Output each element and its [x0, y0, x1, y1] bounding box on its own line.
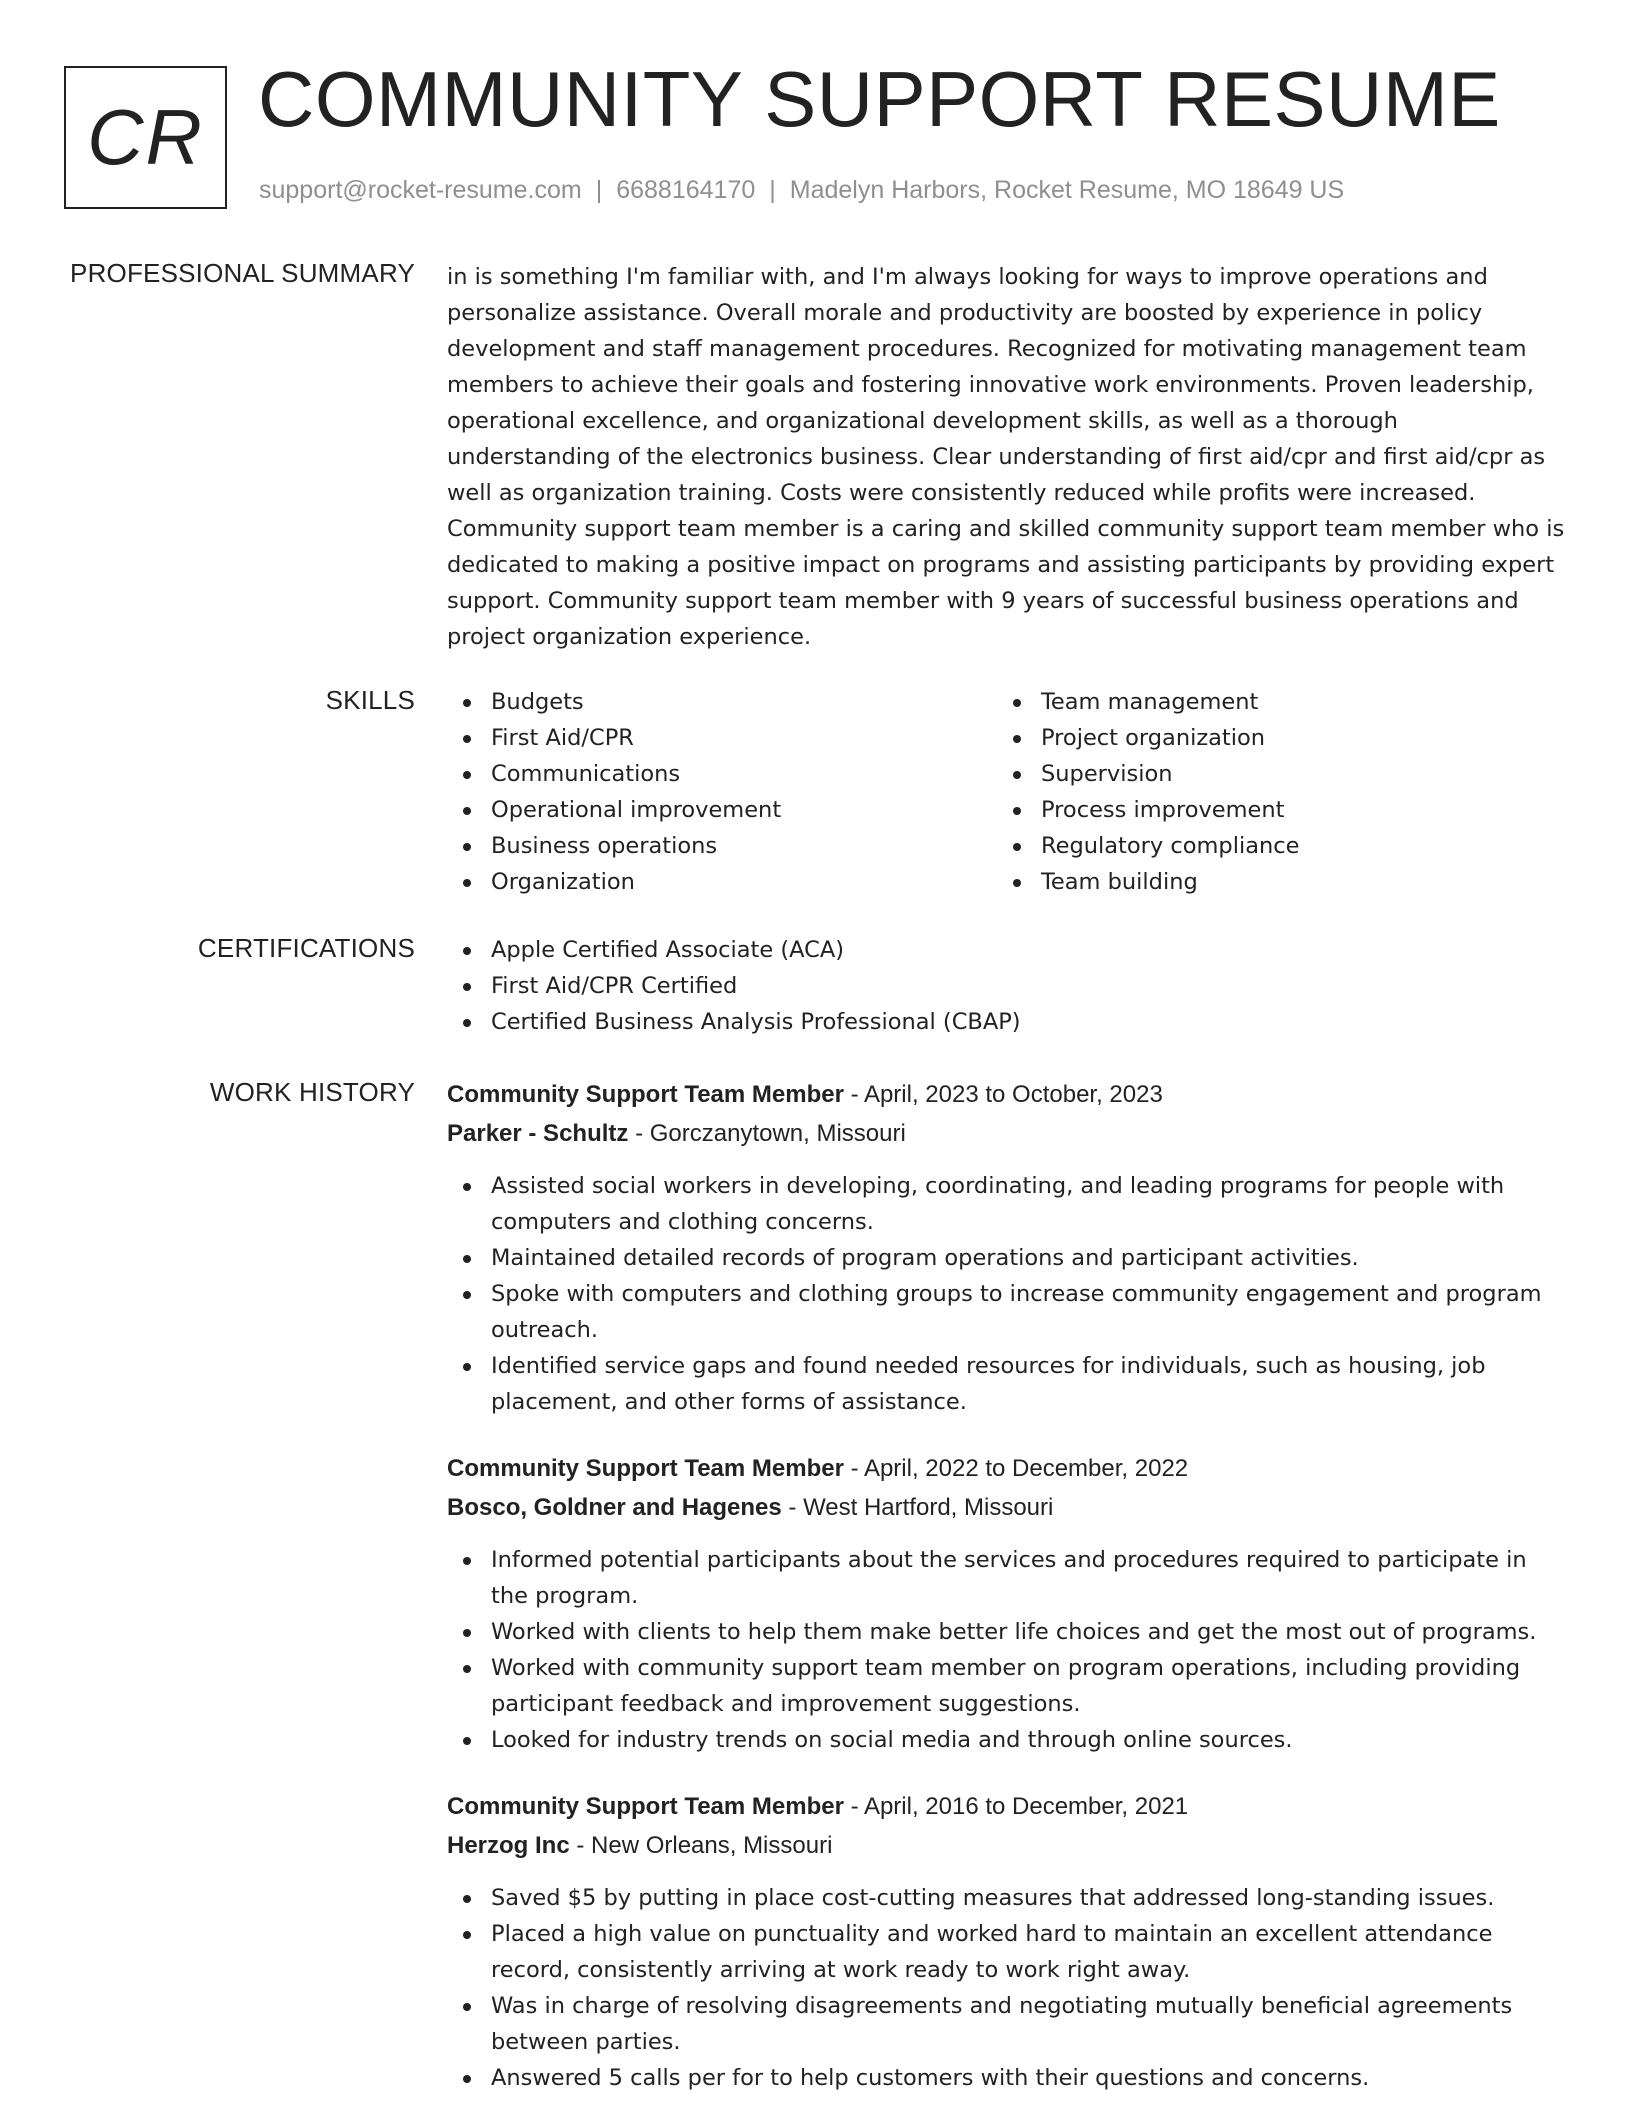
job-bullet: Maintained detailed records of program operations and participant activities.: [447, 1240, 1567, 1276]
skill-item: Communications: [447, 756, 997, 792]
certifications-list: [447, 932, 1567, 1040]
job-bullet: Saved $5 by putting in place cost-cutting measures that addressed long-standing issues.: [447, 1880, 1567, 1916]
job-company: Parker - Schultz: [447, 1120, 629, 1147]
job-title-line: [447, 1788, 1567, 1826]
contact-phone[interactable]: 6688164170: [616, 176, 756, 204]
job-bullet: Spoke with computers and clothing groups to increase community engagement and program outreach.: [447, 1276, 1567, 1348]
job-title: Community Support Team Member: [447, 1455, 844, 1482]
job-location: - West Hartford, Missouri: [781, 1494, 1054, 1521]
job-title-line: [447, 1076, 1567, 1114]
job-entry: [447, 1450, 1567, 1758]
job-bullet: Worked with clients to help them make better life choices and get the most out of programs.: [447, 1614, 1567, 1650]
contact-address: Madelyn Harbors, Rocket Resume, MO 18649 US: [789, 176, 1345, 204]
certification-item: Certified Business Analysis Professional (CBAP): [447, 1004, 1567, 1040]
job-entry: [447, 1076, 1567, 1420]
certifications-label: CERTIFICATIONS: [197, 933, 415, 963]
job-bullets: [447, 1542, 1567, 1758]
job-bullets: [447, 1168, 1567, 1420]
job-company-line: [447, 1114, 1567, 1154]
skills-list-left: [447, 684, 997, 900]
job-company: Bosco, Goldner and Hagenes: [447, 1494, 782, 1521]
job-bullet: Placed a high value on punctuality and worked hard to maintain an excellent attendance record, consistently arriving at work ready to work right away.: [447, 1916, 1567, 1988]
job-title: Community Support Team Member: [447, 1081, 844, 1108]
job-bullet: Assisted social workers in developing, coordinating, and leading programs for people with computers and clothing concerns.: [447, 1168, 1567, 1240]
skill-item: Business operations: [447, 828, 997, 864]
job-company-line: [447, 1488, 1567, 1528]
skill-item: Regulatory compliance: [997, 828, 1547, 864]
skills-list-right: [997, 684, 1547, 900]
job-bullet: Identified service gaps and found needed resources for individuals, such as housing, job placement, and other forms of assistance.: [447, 1348, 1567, 1420]
job-company: Herzog Inc: [447, 1832, 570, 1859]
job-location: - New Orleans, Missouri: [569, 1832, 833, 1859]
job-dates: - April, 2023 to October, 2023: [843, 1081, 1163, 1108]
job-bullet: Answered 5 calls per for to help customers with their questions and concerns.: [447, 2060, 1567, 2096]
job-bullet: Looked for industry trends on social media and through online sources.: [447, 1722, 1567, 1758]
job-location: - Gorczanytown, Missouri: [628, 1120, 906, 1147]
work-history-label: WORK HISTORY: [209, 1077, 415, 1107]
job-dates: - April, 2022 to December, 2022: [843, 1455, 1189, 1482]
skill-item: Operational improvement: [447, 792, 997, 828]
job-company-line: [447, 1826, 1567, 1866]
job-dates: - April, 2016 to December, 2021: [843, 1793, 1189, 1820]
job-bullet: Worked with community support team member on program operations, including providing participant feedback and improvement suggestions.: [447, 1650, 1567, 1722]
job-entry: [447, 1788, 1567, 2096]
summary-text: in is something I'm familiar with, and I'm always looking for ways to improve operations and personalize assistance. Overall morale and productivity are boosted by experience in policy development and staff management procedures. Recognized for motivating management team members to achieve their goals and fostering innovative work environments. Proven leadership, operational excellence, and organizational development skills, as well as a thorough understanding of the electronics business. Clear understanding of first aid/cpr and first aid/cpr as well as organization training. Costs were consistently reduced while profits were increased. Community support team member is a caring and skilled community support team member who is dedicated to making a positive impact on programs and assisting participants by providing expert support. Community support team member with 9 years of successful business operations and project organization experience.: [447, 264, 1565, 650]
contact-separator: |: [769, 176, 776, 204]
skill-item: Team building: [997, 864, 1547, 900]
job-bullet: Was in charge of resolving disagreements and negotiating mutually beneficial agreements between parties.: [447, 1988, 1567, 2060]
skill-item: Budgets: [447, 684, 997, 720]
job-bullets: [447, 1880, 1567, 2096]
skills-label: SKILLS: [325, 685, 415, 715]
job-title: Community Support Team Member: [447, 1793, 844, 1820]
certification-item: First Aid/CPR Certified: [447, 968, 1567, 1004]
skill-item: First Aid/CPR: [447, 720, 997, 756]
skill-item: Project organization: [997, 720, 1547, 756]
certification-item: Apple Certified Associate (ACA): [447, 932, 1567, 968]
job-title-line: [447, 1450, 1567, 1488]
contact-email[interactable]: support@rocket-resume.com: [259, 176, 582, 204]
contact-separator: |: [595, 176, 603, 204]
skill-item: Team management: [997, 684, 1547, 720]
skill-item: Process improvement: [997, 792, 1547, 828]
job-bullet: Informed potential participants about the services and procedures required to participate in the program.: [447, 1542, 1567, 1614]
summary-label: PROFESSIONAL SUMMARY: [70, 258, 415, 288]
monogram: CR: [64, 66, 227, 209]
resume-title: COMMUNITY SUPPORT RESUME: [258, 55, 1501, 143]
contact-line: [259, 176, 1344, 205]
skill-item: Organization: [447, 864, 997, 900]
skill-item: Supervision: [997, 756, 1547, 792]
